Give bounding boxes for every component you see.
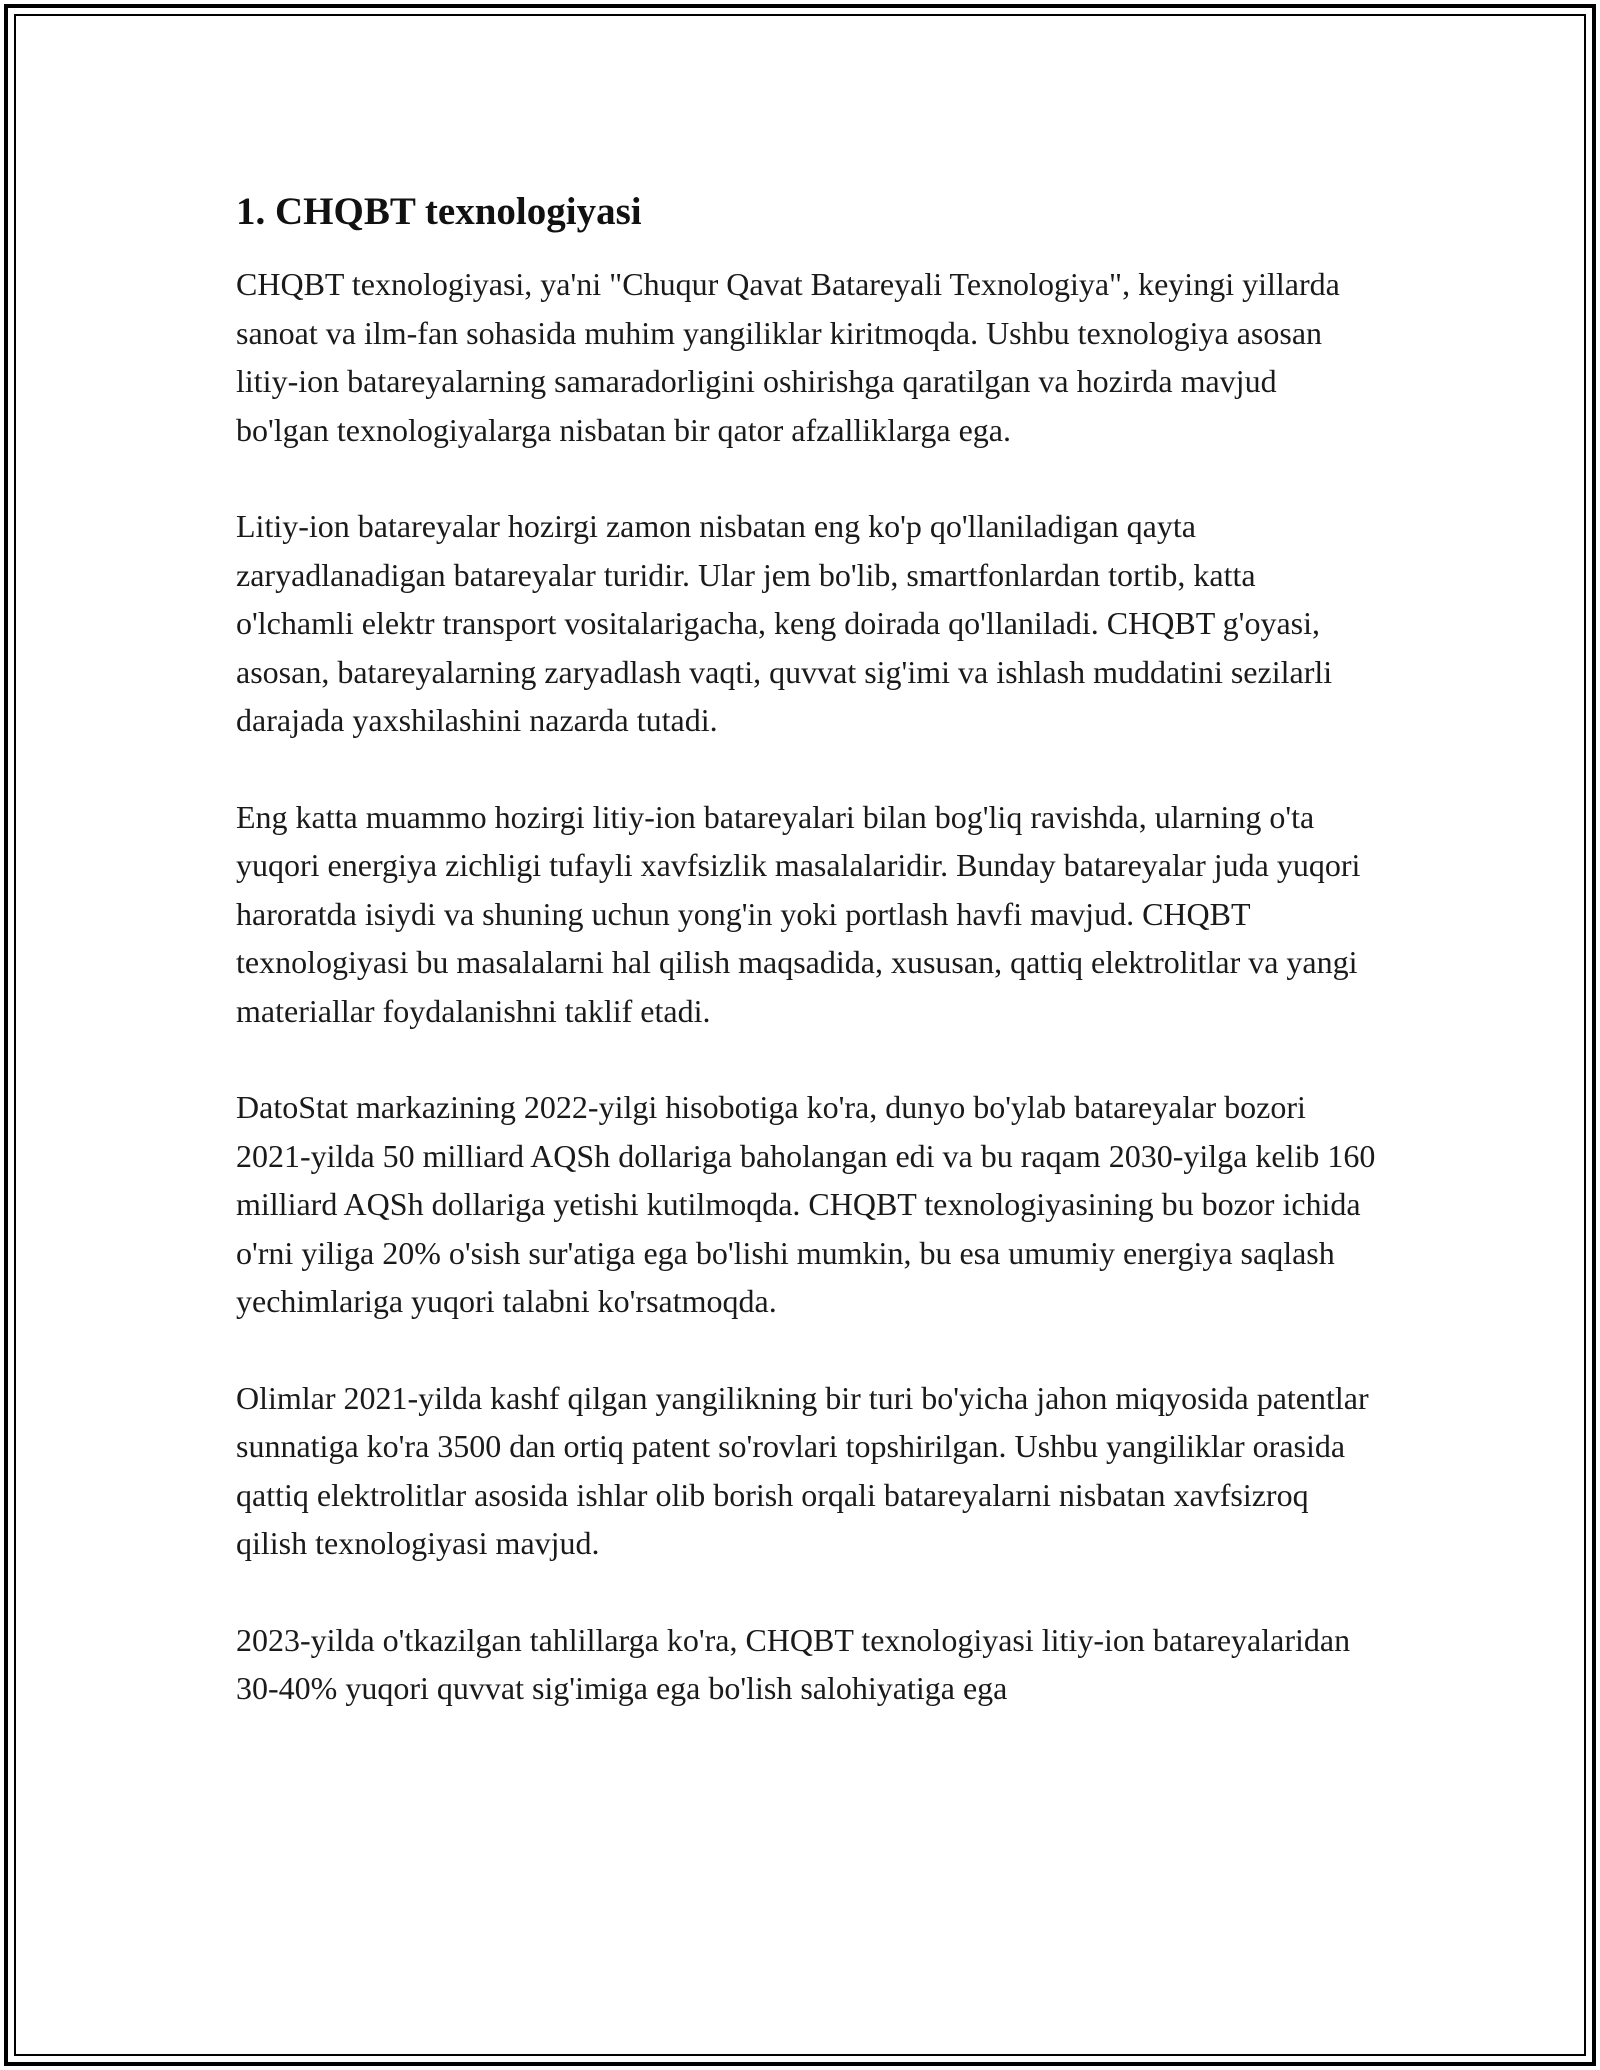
section-heading: 1. CHQBT texnologiyasi bbox=[236, 190, 642, 233]
paragraph-lithium-ion: Litiy-ion batareyalar hozirgi zamon nisbatan eng ko'p qo'llaniladigan qayta zaryadlanadigan batareyalar turidir. Ular jem bo'lib, smartfonlardan tortib, katta o'lchamli elektr transport vositalarigacha, keng doirada qo'llaniladi. CHQBT g'oyasi, asosan, batareyalarning zaryadlash vaqti, quvvat sig'imi va ishlash muddatini sezilarli darajada yaxshilashini nazarda tutadi. bbox=[236, 508, 1333, 738]
paragraph-market: DatoStat markazining 2022-yilgi hisobotiga ko'ra, dunyo bo'ylab batareyalar bozori 2021-yilda 50 milliard AQSh dollariga baholangan edi va bu raqam 2030-yilga kelib 160 milliard AQSh dollariga yetishi kutilmoqda. CHQBT texnologiyasining bu bozor ichida o'rni yiliga 20% o'sish sur'atiga ega bo'lishi mumkin, bu esa umumiy energiya saqlash yechimlariga yuqori talabni ko'rsatmoqda. bbox=[236, 1089, 1376, 1319]
paragraph-analysis: 2023-yilda o'tkazilgan tahlillarga ko'ra, CHQBT texnologiyasi litiy-ion batareyalaridan 30-40% yuqori quvvat sig'imiga ega bo'lish salohiyatiga ega bbox=[236, 1621, 1351, 1706]
document-body bbox=[236, 188, 1376, 1713]
paragraph-patents: Olimlar 2021-yilda kashf qilgan yangilikning bir turi bo'yicha jahon miqyosida patentlar sunnatiga ko'ra 3500 dan ortiq patent so'rovlari topshirilgan. Ushbu yangiliklar orasida qattiq elektrolitlar asosida ishlar olib borish orqali batareyalarni nisbatan xavfsizroq qilish texnologiyasi mavjud. bbox=[236, 1379, 1369, 1561]
paragraph-safety: Eng katta muammo hozirgi litiy-ion batareyalari bilan bog'liq ravishda, ularning o'ta yuqori energiya zichligi tufayli xavfsizlik masalalaridir. Bunday batareyalar juda yuqori haroratda isiydi va shuning uchun yong'in yoki portlash havfi mavjud. CHQBT texnologiyasi bu masalalarni hal qilish maqsadida, xususan, qattiq elektrolitlar va yangi materiallar foydalanishni taklif etadi. bbox=[236, 798, 1361, 1029]
paragraph-intro: CHQBT texnologiyasi, ya'ni "Chuqur Qavat Batareyali Texnologiya", keyingi yillarda sanoat va ilm-fan sohasida muhim yangiliklar kiritmoqda. Ushbu texnologiya asosan litiy-ion batareyalarning samaradorligini oshirishga qaratilgan va hozirda mavjud bo'lgan texnologiyalarga nisbatan bir qator afzalliklarga ega. bbox=[236, 266, 1340, 448]
